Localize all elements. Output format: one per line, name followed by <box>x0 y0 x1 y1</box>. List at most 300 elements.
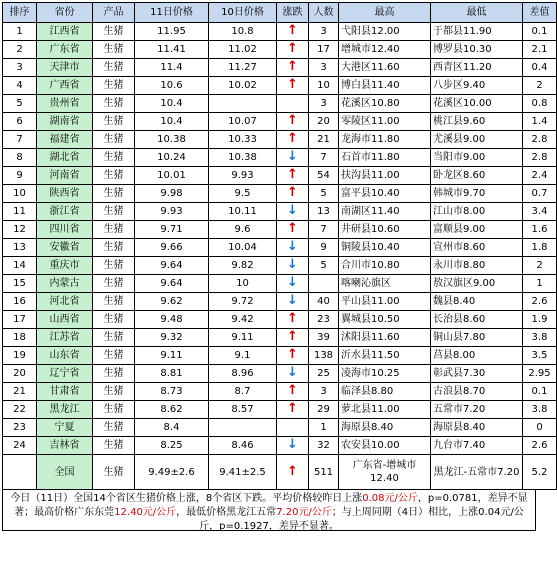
lowest-cell: 江山市8.00 <box>431 203 523 221</box>
price-10-cell: 10 <box>209 275 277 293</box>
province-cell: 湖南省 <box>37 113 93 131</box>
price-11-cell: 8.4 <box>135 419 209 437</box>
count-cell: 23 <box>309 311 339 329</box>
lowest-cell: 宣州市8.60 <box>431 239 523 257</box>
price-11-cell: 8.73 <box>135 383 209 401</box>
lowest-cell: 花溪区10.00 <box>431 95 523 113</box>
count-cell <box>309 275 339 293</box>
total-trend <box>277 455 309 490</box>
count-cell: 39 <box>309 329 339 347</box>
trend-cell <box>277 347 309 365</box>
total-price-11: 9.49±2.6 <box>135 455 209 490</box>
price-11-cell: 9.98 <box>135 185 209 203</box>
table-row <box>3 185 557 203</box>
header-highest: 最高 <box>339 3 431 23</box>
highest-cell: 大港区11.60 <box>339 59 431 77</box>
province-cell: 河北省 <box>37 293 93 311</box>
price-11-cell: 9.93 <box>135 203 209 221</box>
price-11-cell: 11.4 <box>135 59 209 77</box>
lowest-cell: 桃江县9.60 <box>431 113 523 131</box>
up-arrow-icon: ↑ <box>287 383 298 398</box>
table-row <box>3 311 557 329</box>
lowest-cell: 韩城市9.70 <box>431 185 523 203</box>
province-cell: 河南省 <box>37 167 93 185</box>
trend-cell <box>277 221 309 239</box>
product-cell: 生猪 <box>93 95 135 113</box>
rank-cell: 18 <box>3 329 37 347</box>
rank-cell: 9 <box>3 167 37 185</box>
diff-cell: 0 <box>523 419 557 437</box>
price-11-cell: 9.71 <box>135 221 209 239</box>
diff-cell: 3.5 <box>523 347 557 365</box>
count-cell: 21 <box>309 131 339 149</box>
province-cell: 重庆市 <box>37 257 93 275</box>
trend-cell <box>277 41 309 59</box>
total-rank <box>3 455 37 490</box>
highest-cell: 平山县11.00 <box>339 293 431 311</box>
up-arrow-icon: ↑ <box>287 347 298 362</box>
trend-cell <box>277 293 309 311</box>
header-price-11: 11日价格 <box>135 3 209 23</box>
diff-cell: 1.9 <box>523 311 557 329</box>
count-cell: 5 <box>309 185 339 203</box>
rank-cell: 19 <box>3 347 37 365</box>
price-table <box>2 2 557 490</box>
product-cell: 生猪 <box>93 23 135 41</box>
price-10-cell <box>209 95 277 113</box>
table-row <box>3 257 557 275</box>
diff-cell: 0.1 <box>523 23 557 41</box>
price-11-cell: 8.62 <box>135 401 209 419</box>
rank-cell: 2 <box>3 41 37 59</box>
province-cell: 甘肃省 <box>37 383 93 401</box>
table-row <box>3 293 557 311</box>
up-arrow-icon: ↑ <box>287 464 298 479</box>
up-arrow-icon: ↑ <box>287 131 298 146</box>
province-cell: 江西省 <box>37 23 93 41</box>
price-10-cell: 8.7 <box>209 383 277 401</box>
price-10-cell: 9.42 <box>209 311 277 329</box>
rank-cell: 23 <box>3 419 37 437</box>
table-row <box>3 419 557 437</box>
diff-cell: 2.95 <box>523 365 557 383</box>
total-price-10: 9.41±2.5 <box>209 455 277 490</box>
note-min-price: 7.20元/公斤 <box>276 507 332 518</box>
lowest-cell: 九台市7.40 <box>431 437 523 455</box>
price-10-cell: 10.04 <box>209 239 277 257</box>
header-rank: 排序 <box>3 3 37 23</box>
product-cell: 生猪 <box>93 257 135 275</box>
count-cell: 3 <box>309 383 339 401</box>
province-cell: 贵州省 <box>37 95 93 113</box>
product-cell: 生猪 <box>93 293 135 311</box>
count-cell: 5 <box>309 257 339 275</box>
table-row <box>3 41 557 59</box>
count-cell: 3 <box>309 95 339 113</box>
table-row <box>3 113 557 131</box>
trend-cell <box>277 401 309 419</box>
count-cell: 40 <box>309 293 339 311</box>
product-cell: 生猪 <box>93 311 135 329</box>
price-10-cell: 10.33 <box>209 131 277 149</box>
count-cell: 9 <box>309 239 339 257</box>
province-cell: 江苏省 <box>37 329 93 347</box>
trend-cell <box>277 437 309 455</box>
table-row <box>3 167 557 185</box>
price-10-cell: 10.8 <box>209 23 277 41</box>
down-arrow-icon: ↓ <box>287 203 298 218</box>
up-arrow-icon: ↑ <box>287 329 298 344</box>
note-text-2: ，p=0.0781，差异不显著；最高价格广东东莞 <box>14 493 528 518</box>
province-cell: 四川省 <box>37 221 93 239</box>
diff-cell: 2.1 <box>523 41 557 59</box>
rank-cell: 12 <box>3 221 37 239</box>
highest-cell: 零陵区11.00 <box>339 113 431 131</box>
price-10-cell: 9.82 <box>209 257 277 275</box>
province-cell: 广东省 <box>37 41 93 59</box>
table-row <box>3 329 557 347</box>
count-cell: 20 <box>309 113 339 131</box>
diff-cell: 3.8 <box>523 329 557 347</box>
header-price-10: 10日价格 <box>209 3 277 23</box>
rank-cell: 8 <box>3 149 37 167</box>
price-10-cell: 8.96 <box>209 365 277 383</box>
trend-cell <box>277 95 309 113</box>
lowest-cell: 博罗县10.30 <box>431 41 523 59</box>
highest-cell: 富平县10.40 <box>339 185 431 203</box>
product-cell: 生猪 <box>93 347 135 365</box>
rank-cell: 13 <box>3 239 37 257</box>
product-cell: 生猪 <box>93 365 135 383</box>
highest-cell: 凌海市10.25 <box>339 365 431 383</box>
province-cell: 福建省 <box>37 131 93 149</box>
price-11-cell: 9.64 <box>135 275 209 293</box>
product-cell: 生猪 <box>93 221 135 239</box>
diff-cell: 1 <box>523 275 557 293</box>
diff-cell: 2.8 <box>523 149 557 167</box>
product-cell: 生猪 <box>93 185 135 203</box>
trend-cell <box>277 23 309 41</box>
price-11-cell: 9.11 <box>135 347 209 365</box>
lowest-cell: 西青区11.20 <box>431 59 523 77</box>
province-cell: 广西省 <box>37 77 93 95</box>
rank-cell: 24 <box>3 437 37 455</box>
highest-cell: 萝北县11.00 <box>339 401 431 419</box>
highest-cell: 扶沟县11.00 <box>339 167 431 185</box>
product-cell: 生猪 <box>93 59 135 77</box>
up-arrow-icon: ↑ <box>287 77 298 92</box>
province-cell: 吉林省 <box>37 437 93 455</box>
product-cell: 生猪 <box>93 239 135 257</box>
trend-cell <box>277 149 309 167</box>
price-10-cell: 11.02 <box>209 41 277 59</box>
count-cell: 3 <box>309 23 339 41</box>
trend-cell <box>277 77 309 95</box>
province-cell: 浙江省 <box>37 203 93 221</box>
product-cell: 生猪 <box>93 77 135 95</box>
table-row <box>3 239 557 257</box>
trend-cell <box>277 167 309 185</box>
trend-cell <box>277 419 309 437</box>
summary-note <box>2 490 536 531</box>
trend-cell <box>277 329 309 347</box>
table-row <box>3 131 557 149</box>
trend-cell <box>277 365 309 383</box>
up-arrow-icon: ↑ <box>287 167 298 182</box>
price-11-cell: 8.81 <box>135 365 209 383</box>
price-11-cell: 8.25 <box>135 437 209 455</box>
table-row <box>3 437 557 455</box>
diff-cell: 0.4 <box>523 59 557 77</box>
province-cell: 湖北省 <box>37 149 93 167</box>
price-11-cell: 10.01 <box>135 167 209 185</box>
rank-cell: 20 <box>3 365 37 383</box>
note-max-price: 12.40元/公斤 <box>114 507 177 518</box>
price-11-cell: 10.4 <box>135 113 209 131</box>
price-11-cell: 10.38 <box>135 131 209 149</box>
total-label: 全国 <box>37 455 93 490</box>
table-row <box>3 203 557 221</box>
count-cell: 138 <box>309 347 339 365</box>
count-cell: 17 <box>309 41 339 59</box>
down-arrow-icon: ↓ <box>287 275 298 290</box>
price-10-cell: 10.11 <box>209 203 277 221</box>
lowest-cell: 长治县8.60 <box>431 311 523 329</box>
header-diff: 差值 <box>523 3 557 23</box>
price-10-cell: 11.27 <box>209 59 277 77</box>
price-10-cell: 9.11 <box>209 329 277 347</box>
price-11-cell: 10.24 <box>135 149 209 167</box>
header-province: 省份 <box>37 3 93 23</box>
diff-cell: 2.6 <box>523 293 557 311</box>
lowest-cell: 古浪县8.70 <box>431 383 523 401</box>
price-11-cell: 9.66 <box>135 239 209 257</box>
province-cell: 山东省 <box>37 347 93 365</box>
product-cell: 生猪 <box>93 401 135 419</box>
rank-cell: 4 <box>3 77 37 95</box>
total-count: 511 <box>309 455 339 490</box>
rank-cell: 21 <box>3 383 37 401</box>
trend-cell <box>277 275 309 293</box>
down-arrow-icon: ↓ <box>287 149 298 164</box>
price-11-cell: 11.95 <box>135 23 209 41</box>
highest-cell: 博白县11.40 <box>339 77 431 95</box>
trend-cell <box>277 239 309 257</box>
rank-cell: 17 <box>3 311 37 329</box>
product-cell: 生猪 <box>93 203 135 221</box>
price-11-cell: 10.4 <box>135 95 209 113</box>
note-text-3: ，最低价格黑龙江五常 <box>176 507 277 518</box>
lowest-cell: 八步区9.40 <box>431 77 523 95</box>
diff-cell: 1.4 <box>523 113 557 131</box>
highest-cell: 翼城县10.50 <box>339 311 431 329</box>
count-cell: 7 <box>309 221 339 239</box>
header-product: 产品 <box>93 3 135 23</box>
table-header-row <box>3 3 557 23</box>
product-cell: 生猪 <box>93 131 135 149</box>
rank-cell: 10 <box>3 185 37 203</box>
province-cell: 黑龙江 <box>37 401 93 419</box>
table-row <box>3 149 557 167</box>
price-10-cell: 9.93 <box>209 167 277 185</box>
rank-cell: 14 <box>3 257 37 275</box>
diff-cell: 3.4 <box>523 203 557 221</box>
price-10-cell: 10.07 <box>209 113 277 131</box>
up-arrow-icon: ↑ <box>287 311 298 326</box>
diff-cell: 0.7 <box>523 185 557 203</box>
product-cell: 生猪 <box>93 383 135 401</box>
down-arrow-icon: ↓ <box>287 437 298 452</box>
diff-cell: 2.4 <box>523 167 557 185</box>
diff-cell: 0.8 <box>523 95 557 113</box>
lowest-cell: 卧龙区8.60 <box>431 167 523 185</box>
highest-cell: 南湖区11.40 <box>339 203 431 221</box>
lowest-cell: 铜山县7.80 <box>431 329 523 347</box>
diff-cell: 0.1 <box>523 383 557 401</box>
lowest-cell: 尤溪县9.00 <box>431 131 523 149</box>
product-cell: 生猪 <box>93 113 135 131</box>
province-cell: 安徽省 <box>37 239 93 257</box>
diff-cell: 1.8 <box>523 239 557 257</box>
highest-cell: 喀喇沁旗区 <box>339 275 431 293</box>
header-trend: 涨跌 <box>277 3 309 23</box>
rank-cell: 5 <box>3 95 37 113</box>
header-count: 人数 <box>309 3 339 23</box>
up-arrow-icon: ↑ <box>287 59 298 74</box>
price-11-cell: 9.32 <box>135 329 209 347</box>
highest-cell: 石首市11.80 <box>339 149 431 167</box>
rank-cell: 15 <box>3 275 37 293</box>
province-cell: 辽宁省 <box>37 365 93 383</box>
total-lowest: 黑龙江-五常市7.20 <box>431 455 523 490</box>
down-arrow-icon: ↓ <box>287 365 298 380</box>
up-arrow-icon: ↑ <box>287 23 298 38</box>
product-cell: 生猪 <box>93 41 135 59</box>
up-arrow-icon: ↑ <box>287 401 298 416</box>
highest-cell: 沭阳县11.60 <box>339 329 431 347</box>
price-11-cell: 9.48 <box>135 311 209 329</box>
lowest-cell: 莒县8.00 <box>431 347 523 365</box>
lowest-cell: 永川市8.80 <box>431 257 523 275</box>
total-highest: 广东省-增城市12.40 <box>339 455 431 490</box>
trend-cell <box>277 203 309 221</box>
count-cell: 25 <box>309 365 339 383</box>
highest-cell: 花溪区10.80 <box>339 95 431 113</box>
down-arrow-icon: ↓ <box>287 239 298 254</box>
trend-cell <box>277 311 309 329</box>
lowest-cell: 彰武县7.30 <box>431 365 523 383</box>
lowest-cell: 五常市7.20 <box>431 401 523 419</box>
table-row <box>3 275 557 293</box>
price-10-cell: 9.72 <box>209 293 277 311</box>
product-cell: 生猪 <box>93 329 135 347</box>
lowest-cell: 敖汉旗区9.00 <box>431 275 523 293</box>
price-10-cell: 9.5 <box>209 185 277 203</box>
product-cell: 生猪 <box>93 167 135 185</box>
up-arrow-icon: ↑ <box>287 185 298 200</box>
table-row <box>3 365 557 383</box>
lowest-cell: 魏县8.40 <box>431 293 523 311</box>
highest-cell: 弋阳县12.00 <box>339 23 431 41</box>
diff-cell: 2.6 <box>523 437 557 455</box>
down-arrow-icon: ↓ <box>287 257 298 272</box>
lowest-cell: 于都县11.90 <box>431 23 523 41</box>
province-cell: 山西省 <box>37 311 93 329</box>
rank-cell: 22 <box>3 401 37 419</box>
table-row <box>3 221 557 239</box>
table-row <box>3 23 557 41</box>
diff-cell: 3.8 <box>523 401 557 419</box>
trend-cell <box>277 113 309 131</box>
highest-cell: 农安县10.00 <box>339 437 431 455</box>
price-11-cell: 11.41 <box>135 41 209 59</box>
table-row <box>3 401 557 419</box>
price-10-cell: 8.57 <box>209 401 277 419</box>
table-row <box>3 347 557 365</box>
count-cell: 1 <box>309 419 339 437</box>
count-cell: 10 <box>309 77 339 95</box>
count-cell: 7 <box>309 149 339 167</box>
trend-cell <box>277 59 309 77</box>
lowest-cell: 富顺县9.00 <box>431 221 523 239</box>
rank-cell: 7 <box>3 131 37 149</box>
total-product: 生猪 <box>93 455 135 490</box>
lowest-cell: 当阳市9.00 <box>431 149 523 167</box>
trend-cell <box>277 383 309 401</box>
highest-cell: 增城市12.40 <box>339 41 431 59</box>
price-10-cell: 10.02 <box>209 77 277 95</box>
price-11-cell: 9.64 <box>135 257 209 275</box>
highest-cell: 海原县8.40 <box>339 419 431 437</box>
province-cell: 宁夏 <box>37 419 93 437</box>
highest-cell: 临泽县8.80 <box>339 383 431 401</box>
table-row <box>3 383 557 401</box>
note-avg-change: 0.08元/公斤 <box>362 493 418 504</box>
product-cell: 生猪 <box>93 275 135 293</box>
rank-cell: 16 <box>3 293 37 311</box>
table-row <box>3 77 557 95</box>
diff-cell: 2 <box>523 77 557 95</box>
header-lowest: 最低 <box>431 3 523 23</box>
up-arrow-icon: ↑ <box>287 41 298 56</box>
diff-cell: 2.8 <box>523 131 557 149</box>
down-arrow-icon: ↓ <box>287 293 298 308</box>
price-10-cell <box>209 419 277 437</box>
rank-cell: 3 <box>3 59 37 77</box>
province-cell: 天津市 <box>37 59 93 77</box>
province-cell: 陕西省 <box>37 185 93 203</box>
product-cell: 生猪 <box>93 437 135 455</box>
highest-cell: 龙海市11.80 <box>339 131 431 149</box>
up-arrow-icon: ↑ <box>287 221 298 236</box>
price-10-cell: 8.46 <box>209 437 277 455</box>
highest-cell: 合川市10.80 <box>339 257 431 275</box>
note-text-4: ；与上周同期（4日）相比，上涨0.04元/公斤，p=0.1927，差异不显著。 <box>199 507 524 532</box>
up-arrow-icon: ↑ <box>287 113 298 128</box>
count-cell: 3 <box>309 59 339 77</box>
price-10-cell: 10.38 <box>209 149 277 167</box>
trend-cell <box>277 185 309 203</box>
diff-cell: 2 <box>523 257 557 275</box>
highest-cell: 井研县10.60 <box>339 221 431 239</box>
province-cell: 内蒙古 <box>37 275 93 293</box>
trend-cell <box>277 257 309 275</box>
count-cell: 32 <box>309 437 339 455</box>
price-report <box>2 2 551 532</box>
highest-cell: 铜陵县10.40 <box>339 239 431 257</box>
product-cell: 生猪 <box>93 149 135 167</box>
note-text-1: 今日（11日）全国14个省区生猪价格上涨，8个省区下跌。平均价格较昨日上涨 <box>10 493 363 504</box>
